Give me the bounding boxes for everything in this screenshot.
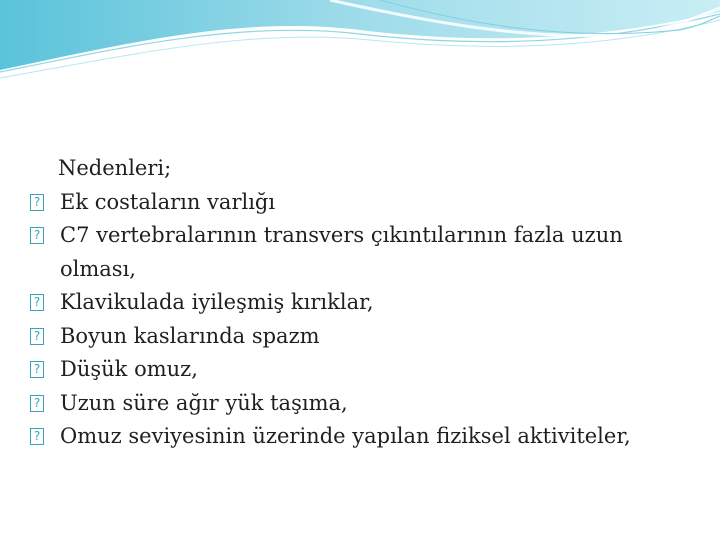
missing-glyph-box-icon <box>30 361 44 378</box>
missing-glyph-box-icon <box>30 428 44 445</box>
list-item-text: C7 vertebralarının transvers çıkıntılarının fazla uzun olması, <box>60 223 623 281</box>
missing-glyph-box-icon <box>30 294 44 311</box>
list-item-text: Uzun süre ağır yük taşıma, <box>60 390 348 415</box>
header-wave-decoration <box>0 0 720 90</box>
list-item-text: Klavikulada iyileşmiş kırıklar, <box>60 290 374 314</box>
heading: Nedenleri; <box>58 156 172 180</box>
missing-glyph-box-icon <box>30 395 44 412</box>
list-item <box>30 186 698 220</box>
missing-glyph-box-icon <box>30 227 44 244</box>
list-item <box>30 387 698 421</box>
list-item-text: Düşük omuz, <box>60 357 198 381</box>
list-item <box>30 320 698 354</box>
list-item-text: Boyun kaslarında spazm <box>60 323 320 348</box>
list-item-text: Omuz seviyesinin üzerinde yapılan fiziksel aktiviteler, <box>60 424 631 448</box>
causes-list <box>58 186 698 454</box>
list-item <box>30 286 698 320</box>
missing-glyph-box-icon <box>30 194 44 211</box>
list-item <box>30 420 698 454</box>
missing-glyph-box-icon <box>30 328 44 345</box>
list-item <box>30 353 698 387</box>
list-item <box>30 219 698 286</box>
list-item-text: Ek costaların varlığı <box>60 189 276 214</box>
slide-content <box>58 152 698 454</box>
